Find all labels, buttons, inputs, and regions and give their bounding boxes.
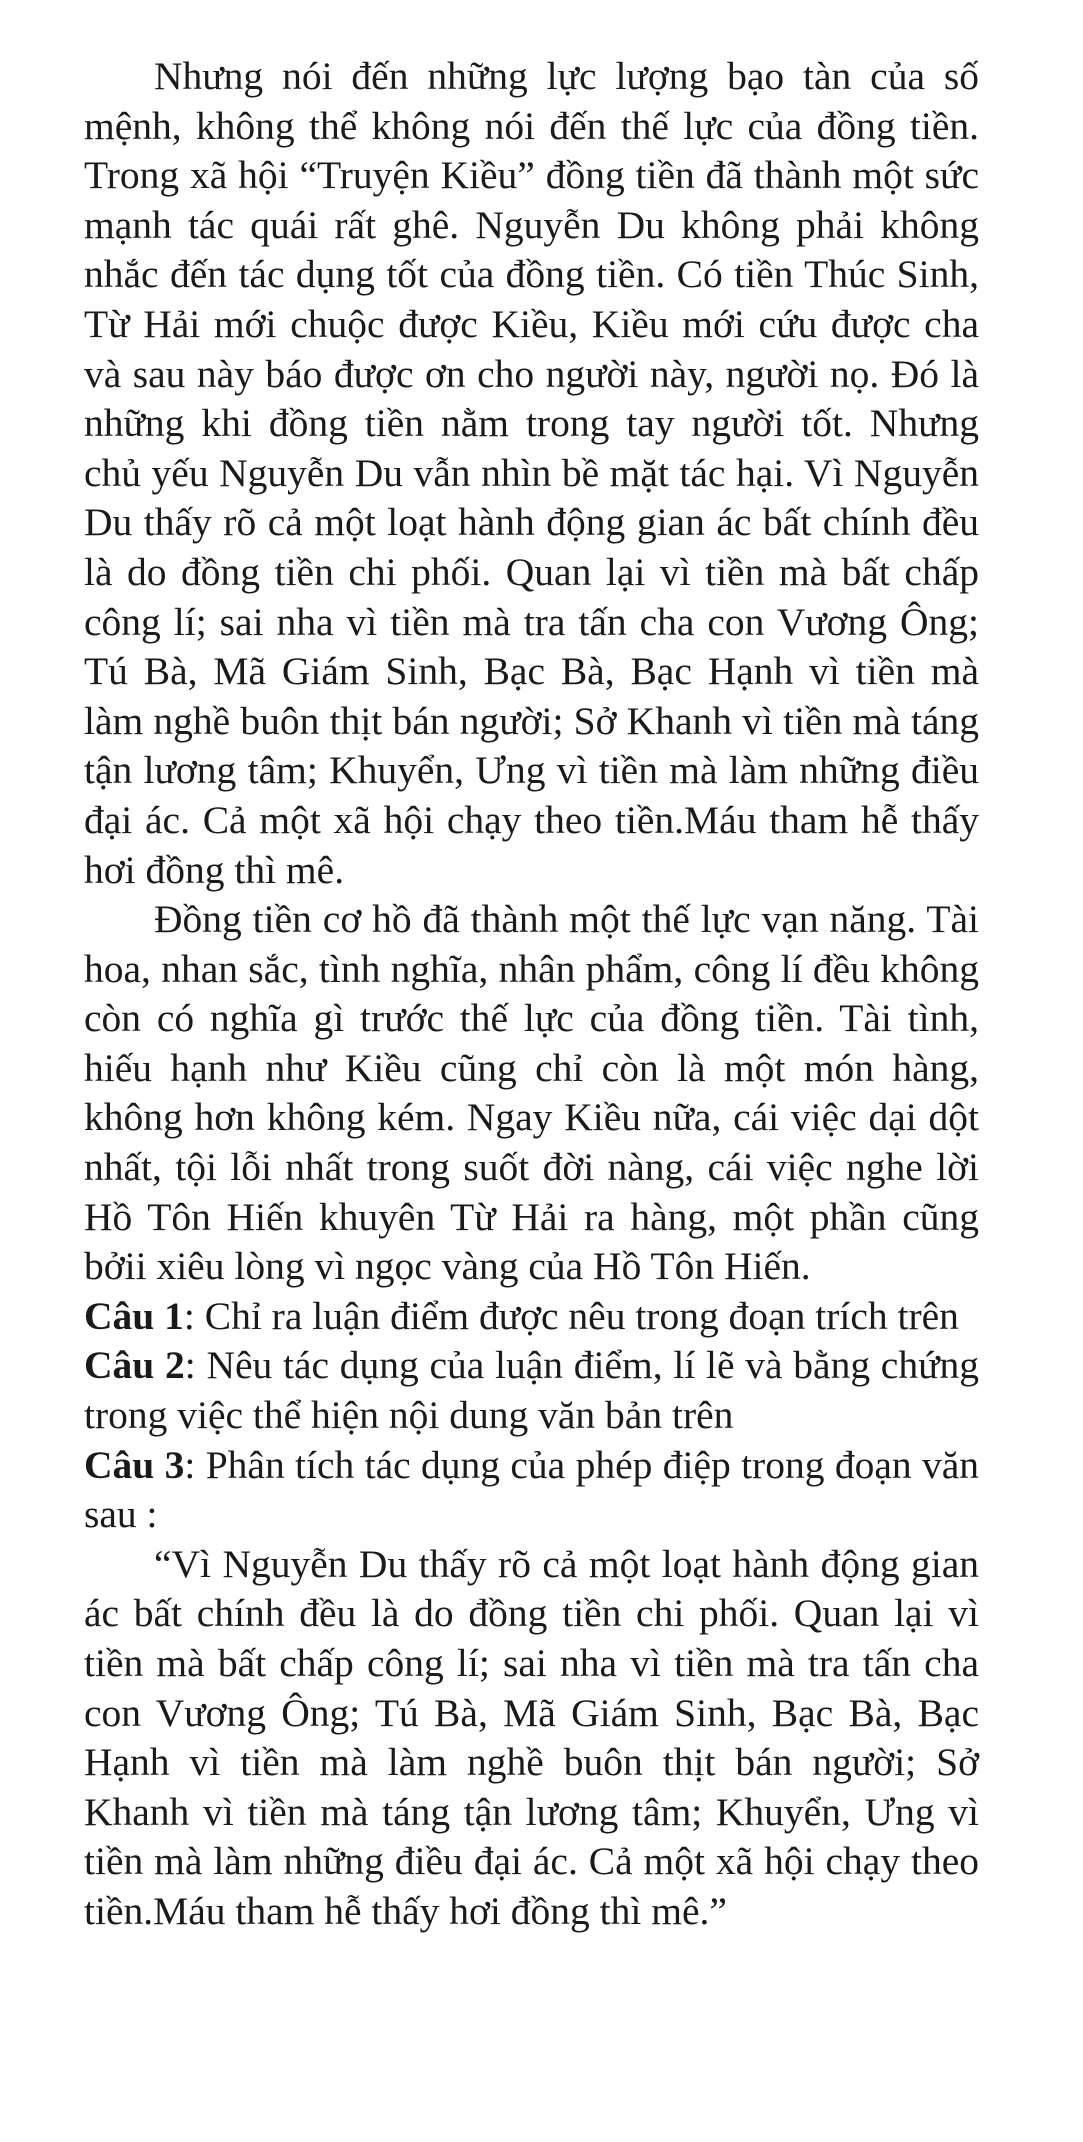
quoted-passage: “Vì Nguyễn Du thấy rõ cả một loạt hành động gian ác bất chính đều là do đồng tiền chi phối. Quan lại vì tiền mà bất chấp công lí; sai nha vì tiền mà tra tấn cha con Vương Ông; Tú Bà, Mã Giám Sinh, Bạc Bà, Bạc Hạnh vì tiền mà làm nghề buôn thịt bán người; Sở Khanh vì tiền mà táng tận lương tâm; Khuyển, Ưng vì tiền mà làm những điều đại ác. Cả một xã hội chạy theo tiền.Máu tham hễ thấy hơi đồng thì mê.” <box>84 1541 979 1933</box>
document-page <box>84 52 979 1937</box>
passage-paragraph-2: Đồng tiền cơ hồ đã thành một thế lực vạn năng. Tài hoa, nhan sắc, tình nghĩa, nhân phẩm, công lí đều không còn có nghĩa gì trước thế lực của đồng tiền. Tài tình, hiếu hạnh như Kiều cũng chỉ còn là một món hàng, không hơn không kém. Ngay Kiều nữa, cái việc dại dột nhất, tội lỗi nhất trong suốt đời nàng, cái việc nghe lời Hồ Tôn Hiến khuyên Từ Hải ra hàng, một phần cũng bởii xiêu lòng vì ngọc vàng của Hồ Tôn Hiến. <box>84 897 979 1289</box>
question-1-text: : Chỉ ra luận điểm được nêu trong đoạn trích trên <box>183 1293 959 1338</box>
question-2-label: Câu 2 <box>84 1343 185 1388</box>
question-3-label: Câu 3 <box>84 1442 185 1487</box>
question-1 <box>84 1292 979 1342</box>
question-1-label: Câu 1 <box>84 1293 184 1338</box>
question-2 <box>84 1341 979 1440</box>
passage-paragraph-1: Nhưng nói đến những lực lượng bạo tàn của số mệnh, không thể không nói đến thế lực của đồng tiền. Trong xã hội “Truyện Kiều” đồng tiền đã thành một sức mạnh tác quái rất ghê. Nguyễn Du không phải không nhắc đến tác dụng tốt của đồng tiền. Có tiền Thúc Sinh, Từ Hải mới chuộc được Kiều, Kiều mới cứu được cha và sau này báo được ơn cho người này, người nọ. Đó là những khi đồng tiền nằm trong tay người tốt. Nhưng chủ yếu Nguyễn Du vẫn nhìn bề mặt tác hại. Vì Nguyễn Du thấy rõ cả một loạt hành động gian ác bất chính đều là do đồng tiền chi phối. Quan lại vì tiền mà bất chấp công lí; sai nha vì tiền mà tra tấn cha con Vương Ông; Tú Bà, Mã Giám Sinh, Bạc Bà, Bạc Hạnh vì tiền mà làm nghề buôn thịt bán người; Sở Khanh vì tiền mà táng tận lương tâm; Khuyển, Ưng vì tiền mà làm những điều đại ác. Cả một xã hội chạy theo tiền.Máu tham hễ thấy hơi đồng thì mê. <box>84 54 979 892</box>
question-3-text: : Phân tích tác dụng của phép điệp trong đoạn văn sau : <box>84 1442 979 1537</box>
question-3 <box>84 1441 979 1540</box>
question-2-text: : Nêu tác dụng của luận điểm, lí lẽ và bằng chứng trong việc thể hiện nội dung văn bản trên <box>84 1343 979 1438</box>
